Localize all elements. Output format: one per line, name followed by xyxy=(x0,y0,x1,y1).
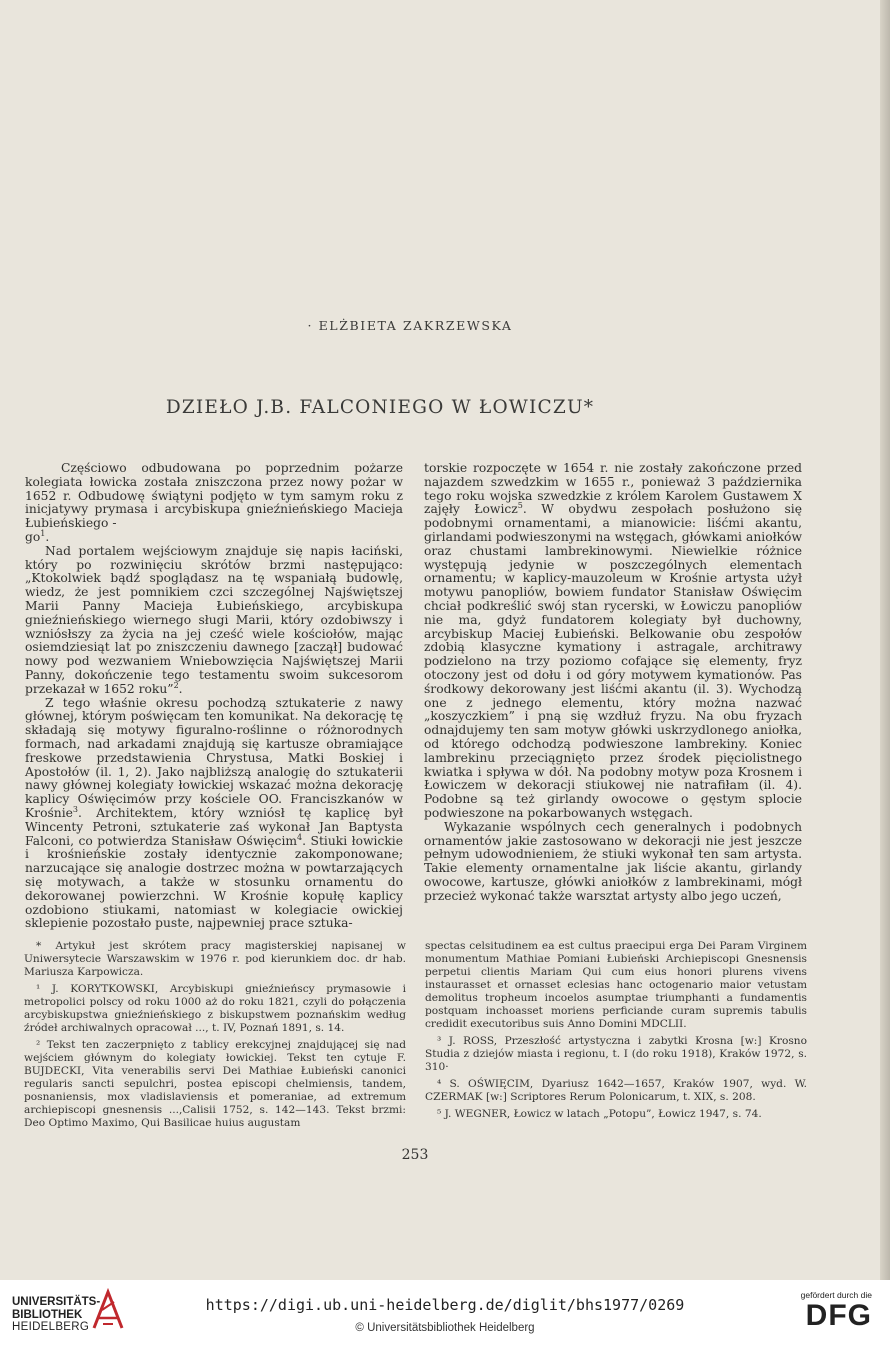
footnote: ¹ J. KORYTKOWSKI, Arcybiskupi gnieźnieńscy prymasowie i metropolici polscy od roku 1000 aż do roku 1821, czyli do połączenia arcybiskupstwa gnieźnieńskiego z biskupstwem poznańskim według źródeł archiwalnych opracował ..., t. IV, Poznań 1891, s. 14. xyxy=(24,983,406,1034)
library-name-line2: BIBLIOTHEK xyxy=(12,1308,83,1321)
paragraph: Nad portalem wejściowym znajduje się napis łaciński, który po rozwinięciu skrótów brzmi następująco: „Ktokolwiek bądź spoglądasz na tę wspaniałą budowlę, wiedz, że jest pomnikiem czci szczególnej Najświętszej Marii Panny Macieja Łubieńskiego, arcybiskupa gnieźnieńskiego wiernego sługi Marii, który ozdobiwszy i wzniósłszy za życia na jej cześć wiele kościołów, mając osiemdziesiąt lat po zniszczeniu dawnego [zaczął] budować nowy pod wezwaniem Wniebowzięcia Najświętszej Marii Panny, dokończenie tego testamentu swoim sukcesorom przekazał w 1652 roku”$^2$. xyxy=(25,543,403,696)
footnote: * Artykuł jest skrótem pracy magisterskiej napisanej w Uniwersytecie Warszawskim w 1976 r. pod kierunkiem doc. dr hab. Mariusza Karpowicza. xyxy=(24,940,406,978)
paragraph: Z tego właśnie okresu pochodzą sztukaterie z nawy głównej, którym poświęcam ten komunikat. Na dekorację tę składają się motywy figuralno-roślinne o różnorodnych formach, nad arkadami znajdują się kartusze obramiające freskowe przedstawienia Chrystusa, Matki Boskiej i Apostołów (il. 1, 2). Jako najbliższą analogię do sztukaterii nawy głównej kolegiaty łowickiej wskazać można dekorację kaplicy Oświęcimów przy kościele OO. Franciszkanów w Krośnie$^3$. Architektem, który wzniósł tę kaplicę był Wincenty Petroni, sztukaterie zaś wykonał Jan Baptysta Falconi, co potwierdza Stanisław Oświęcim$^4$. Stiuki łowickie i krośnieńskie zostały identycznie zakomponowane; narzucające się analogie dostrzec można w powtarzających się motywach, a także w stosunku ornamentu do dekorowanej powierzchni. W Krośnie kopułę kaplicy ozdobiono stiukami, natomiast w kolegiacie owickiej sklepienie pozostało puste, najpewniej prace sztuka- xyxy=(25,695,404,931)
permalink-url[interactable]: https://digi.ub.uni-heidelberg.de/diglit/bhs1977/0269 xyxy=(205,1296,685,1314)
library-name-line3: HEIDELBERG xyxy=(12,1321,90,1333)
copyright-notice: © Universitätsbibliothek Heidelberg xyxy=(355,1322,535,1334)
page-edge-shadow xyxy=(880,0,890,1280)
footnote: spectas celsitudinem ea est cultus praecipui erga Dei Param Virginem monumentum Mathiae Pomiani Łubieński Archiepiscopi Gnesnensis perpetui clientis Mariam Qui cum eius honori plurens vivens instaurasset et ornasset eclesias hanc octogenario maior vetustam demolitus tropheum incoelos asumptae triumphanti a fundamentis postquam inchoasset moriens perficiande curam supremis tabulis credidit executoribus suis Anno Domini MDCLII. xyxy=(425,940,807,1030)
body-column-left xyxy=(25,462,403,931)
paragraph: Częściowo odbudowana po poprzednim pożarze kolegiata łowicka została zniszczona przez nowy pożar w 1652 r. Odbudowę świątyni podjęto w tym samym roku z inicjatywy prymasa i arcybiskupa gnieźnieńskiego Macieja Łubieńskiego - $go^1$. xyxy=(25,461,403,544)
paragraph: Wykazanie wspólnych cech generalnych i podobnych ornamentów jakie zastosowano w dekoracji nie jest jeszcze pełnym udowodnieniem, że stiuki wykonał ten sam artysta. Takie elementy ornamentalne jak liście akantu, girlandy owocowe, kartusze, główki aniołków z lambrekinami, mógł przecież wykonać także warsztat artysty albo jego uczeń, xyxy=(424,819,802,903)
funder-label: gefördert durch die xyxy=(800,1290,872,1300)
footnote-ref[interactable]: 1 xyxy=(40,528,46,538)
library-name-line1: UNIVERSITÄTS- xyxy=(12,1296,101,1308)
footnote: ³ J. ROSS, Przeszłość artystyczna i zabytki Krosna [w:] Krosno Studia z dziejów miasta i regionu, t. I (do roku 1918), Kraków 1972, s. 310· xyxy=(425,1035,807,1073)
footnote-ref[interactable]: 4 xyxy=(297,832,303,842)
footnote: ² Tekst ten zaczerpnięto z tablicy erekcyjnej znajdującej się nad wejściem głównym do kolegiaty łowickiej. Tekst ten cytuje F. BUJDECKI, Vita venerabilis servi Dei Mathiae Łubieński canonici regularis sancti sepulchri, postea episcopi chelmiensis, tandem, posnaniensis, mox vladislaviensis et pomeraniae, ad extremum archiepiscopi gnesnensis ...,Calisii 1752, s. 142—143. Tekst brzmi: Deo Optimo Maximo, Qui Basilicae huius augustam xyxy=(24,1039,406,1129)
article-author: · ELŻBIETA ZAKRZEWSKA xyxy=(307,318,513,333)
paragraph: torskie rozpoczęte w 1654 r. nie zostały zakończone przed najazdem szwedzkim w 1655 r., ponieważ 3 października tego roku wojska szwedzkie z królem Karolem Gustawem X zajęły Łowicz$^5$. W obydwu zespołach posłużono się podobnymi ornamentami, a mianowicie: liśćmi akantu, girlandami podwieszonymi na wstęgach, główkami aniołków oraz chustami lambrekinowymi. Niewielkie różnice występują jedynie w poszczególnych elementach ornamentu; w kaplicy-mauzoleum w Krośnie artysta użył motywu panopliów, bowiem fundator Stanisław Oświęcim chciał podkreślić swój stan rycerski, w Łowiczu panopliów nie ma, gdyż fundatorem kolegiaty był duchowny, arcybiskup Maciej Łubieński. Belkowanie obu zespołów zdobią klasyczne kymationy i astragale, architrawy podzielono na trzy poziomo cofające się elementy, fryz otoczony jest od dołu i od góry motywem kymationów. Pas środkowy dekorowany jest liśćmi akantu (il. 3). Wychodzą one z jednego elementu, który można nazwać „koszyczkiem” i pną się wzdłuż fryzu. Na obu fryzach odnajdujemy ten sam motyw główki uskrzydlonego aniołka, od którego odchodzą podwieszone lambrekiny. Koniec lambrekinu przeciągnięto przez środek pięciolistnego kwiatka i spływa w dół. Na podobny motyw poza Krosnem i Łowiczem w dekoracji stiukowej nie natrafiłam (il. 4). Podobne są też girlandy owocowe o gęstym splocie podwieszone na pokarbowanych wstęgach. xyxy=(424,461,802,820)
footnote: ⁴ S. OŚWIĘCIM, Dyariusz 1642—1657, Kraków 1907, wyd. W. CZERMAK [w:] Scriptores Rerum Polonicarum, t. XIX, s. 208. xyxy=(425,1078,807,1103)
page-number: 253 xyxy=(401,1147,429,1163)
footnote-ref[interactable]: 5 xyxy=(517,501,523,511)
footnote-ref[interactable]: 2 xyxy=(173,680,179,690)
footnotes-left xyxy=(24,940,406,1134)
footnotes-right xyxy=(425,940,807,1125)
dfg-logo: DFG xyxy=(805,1299,872,1332)
body-column-right xyxy=(424,462,802,904)
funder-block[interactable] xyxy=(782,1290,872,1331)
article-title: DZIEŁO J.B. FALCONIEGO W ŁOWICZU* xyxy=(165,397,595,418)
footnote: ⁵ J. WEGNER, Łowicz w latach „Potopu”, Łowicz 1947, s. 74. xyxy=(437,1108,762,1120)
viewer-footer xyxy=(0,1280,890,1346)
footnote-ref[interactable]: 3 xyxy=(72,804,79,814)
